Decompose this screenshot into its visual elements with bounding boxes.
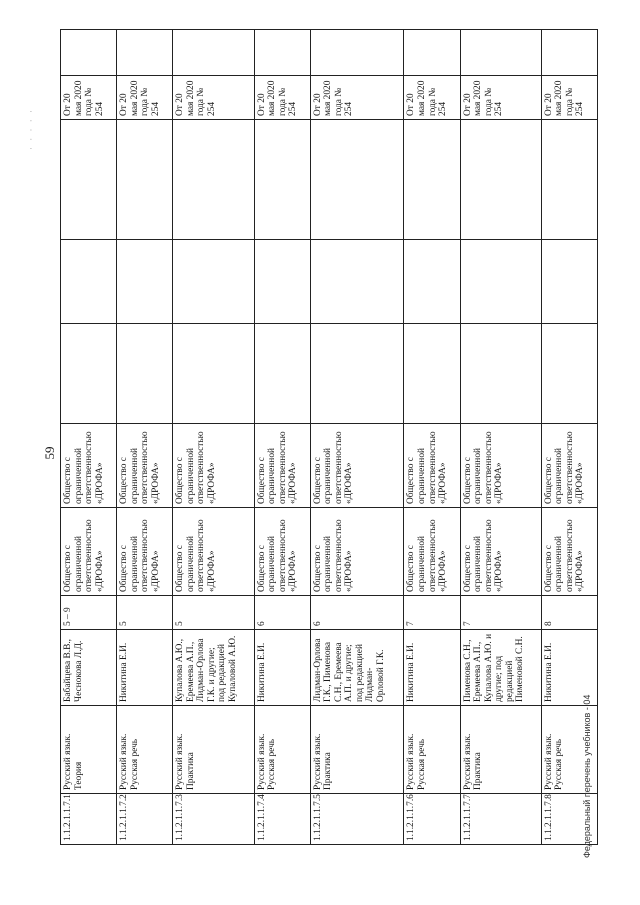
table-row [117, 30, 173, 845]
decree-cell: От 20 мая 2020 года № 254 [404, 76, 460, 120]
scan-mark: · · · · · [26, 108, 36, 150]
subject-cell: Русский язык. Русская речь [254, 706, 310, 794]
empty-cell [541, 240, 597, 324]
empty-cell [254, 324, 310, 424]
empty-cell [460, 240, 541, 324]
publisher2-cell: Общество с ограниченной ответственностью «ДРОФА» [404, 424, 460, 508]
subject-cell: Русский язык. Русская речь [404, 706, 460, 794]
empty-cell [61, 324, 117, 424]
table-row [173, 30, 254, 845]
publisher-cell: Общество с ограниченной ответственностью «ДРОФА» [404, 508, 460, 596]
grade-cell: 7 [404, 596, 460, 630]
empty-cell [310, 324, 404, 424]
publisher2-cell: Общество с ограниченной ответственностью «ДРОФА» [61, 424, 117, 508]
empty-cell [173, 120, 254, 240]
publisher-cell: Общество с ограниченной ответственностью «ДРОФА» [173, 508, 254, 596]
subject-cell: Русский язык. Практика [310, 706, 404, 794]
authors-cell: Никитина Е.И. [254, 630, 310, 706]
decree-cell: От 20 мая 2020 года № 254 [173, 76, 254, 120]
empty-cell [310, 120, 404, 240]
subject-cell: Русский язык. Практика [460, 706, 541, 794]
empty-cell [254, 30, 310, 76]
authors-cell: Лидман-Орлова Г.К., Пименова С.Н., Еремеева А.П. и другие; под редакцией Лидман-Орловой Г.К. [310, 630, 404, 706]
decree-cell: От 20 мая 2020 года № 254 [254, 76, 310, 120]
authors-cell: Никитина Е.И. [404, 630, 460, 706]
grade-cell: 6 [254, 596, 310, 630]
subject-cell: Русский язык. Русская речь [117, 706, 173, 794]
decree-cell: От 20 мая 2020 года № 254 [460, 76, 541, 120]
table-row [254, 30, 310, 845]
empty-cell [254, 240, 310, 324]
empty-cell [541, 30, 597, 76]
authors-cell: Пименова С.Н., Еремеева А.П., Купалова А.Ю. и другие; под редакцией Пименовой С.Н. [460, 630, 541, 706]
empty-cell [310, 30, 404, 76]
grade-cell: 5 [173, 596, 254, 630]
code-cell: 1.1.2.1.1.7.7 [460, 794, 541, 845]
footer-text: Федеральный перечень учебников - 04 [582, 694, 592, 858]
empty-cell [117, 240, 173, 324]
empty-cell [117, 324, 173, 424]
empty-cell [117, 30, 173, 76]
empty-cell [310, 240, 404, 324]
table-body [61, 30, 598, 845]
publisher-cell: Общество с ограниченной ответственностью «ДРОФА» [117, 508, 173, 596]
empty-cell [61, 120, 117, 240]
empty-cell [61, 30, 117, 76]
empty-cell [173, 30, 254, 76]
empty-cell [541, 120, 597, 240]
decree-cell: От 20 мая 2020 года № 254 [310, 76, 404, 120]
publisher-cell: Общество с ограниченной ответственностью «ДРОФА» [460, 508, 541, 596]
publisher2-cell: Общество с ограниченной ответственностью «ДРОФА» [310, 424, 404, 508]
table-row [460, 30, 541, 845]
grade-cell: 5 [117, 596, 173, 630]
authors-cell: Купалова А.Ю., Еремеева А.П., Лидман-Орлова Г.К. и другие; под редакцией Купаловой А.Ю. [173, 630, 254, 706]
empty-cell [117, 120, 173, 240]
publisher2-cell: Общество с ограниченной ответственностью «ДРОФА» [254, 424, 310, 508]
decree-cell: От 20 мая 2020 года № 254 [117, 76, 173, 120]
code-cell: 1.1.2.1.1.7.5 [310, 794, 404, 845]
authors-cell: Бабайцева В.В., Чеснокова Л.Д. [61, 630, 117, 706]
code-cell: 1.1.2.1.1.7.6 [404, 794, 460, 845]
code-cell: 1.1.2.1.1.7.1 [61, 794, 117, 845]
table-row [404, 30, 460, 845]
table-row [61, 30, 117, 845]
textbook-list-table [60, 30, 598, 845]
empty-cell [541, 324, 597, 424]
empty-cell [460, 324, 541, 424]
page-number: 59 [42, 446, 57, 460]
code-cell: 1.1.2.1.1.7.4 [254, 794, 310, 845]
authors-cell: Никитина Е.И. [541, 630, 597, 706]
publisher-cell: Общество с ограниченной ответственностью «ДРОФА» [254, 508, 310, 596]
grade-cell: 6 [310, 596, 404, 630]
subject-cell: Русский язык. Теория [61, 706, 117, 794]
empty-cell [404, 120, 460, 240]
empty-cell [460, 30, 541, 76]
empty-cell [173, 240, 254, 324]
publisher-cell: Общество с ограниченной ответственностью «ДРОФА» [541, 508, 597, 596]
publisher2-cell: Общество с ограниченной ответственностью «ДРОФА» [541, 424, 597, 508]
subject-cell: Русский язык. Практика [173, 706, 254, 794]
code-cell: 1.1.2.1.1.7.8 [541, 794, 597, 845]
grade-cell: 7 [460, 596, 541, 630]
grade-cell: 5 – 9 [61, 596, 117, 630]
code-cell: 1.1.2.1.1.7.2 [117, 794, 173, 845]
table-row [310, 30, 404, 845]
publisher-cell: Общество с ограниченной ответственностью «ДРОФА» [310, 508, 404, 596]
publisher2-cell: Общество с ограниченной ответственностью «ДРОФА» [117, 424, 173, 508]
empty-cell [404, 30, 460, 76]
authors-cell: Никитина Е.И. [117, 630, 173, 706]
empty-cell [404, 324, 460, 424]
empty-cell [404, 240, 460, 324]
empty-cell [61, 240, 117, 324]
code-cell: 1.1.2.1.1.7.3 [173, 794, 254, 845]
subject-cell: Русский язык. Русская речь [541, 706, 597, 794]
textbook-table [60, 29, 598, 845]
grade-cell: 8 [541, 596, 597, 630]
empty-cell [460, 120, 541, 240]
empty-cell [254, 120, 310, 240]
decree-cell: От 20 мая 2020 года № 254 [61, 76, 117, 120]
publisher2-cell: Общество с ограниченной ответственностью «ДРОФА» [173, 424, 254, 508]
publisher-cell: Общество с ограниченной ответственностью «ДРОФА» [61, 508, 117, 596]
empty-cell [173, 324, 254, 424]
publisher2-cell: Общество с ограниченной ответственностью «ДРОФА» [460, 424, 541, 508]
decree-cell: От 20 мая 2020 года № 254 [541, 76, 597, 120]
